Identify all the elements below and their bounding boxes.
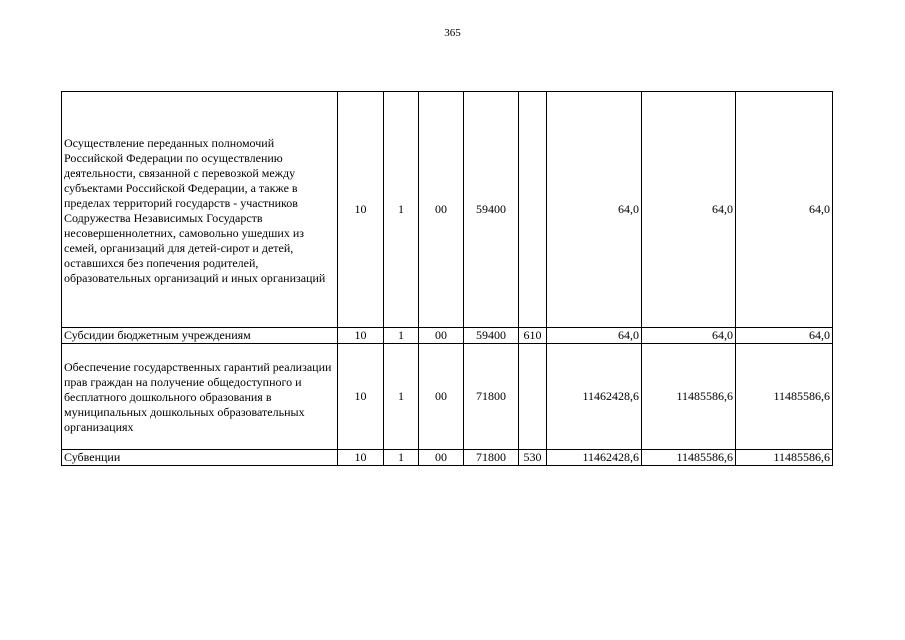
- target-article-code: 00: [419, 344, 464, 450]
- table-row: [62, 344, 833, 450]
- target-article-number: 59400: [464, 328, 519, 344]
- subsection-code: 1: [384, 92, 419, 328]
- expense-type-code: 610: [519, 328, 547, 344]
- amount-year-2: 64,0: [642, 92, 736, 328]
- amount-year-3: 11485586,6: [736, 450, 833, 466]
- target-article-code: 00: [419, 450, 464, 466]
- amount-year-3: 11485586,6: [736, 344, 833, 450]
- amount-year-2: 64,0: [642, 328, 736, 344]
- amount-year-3: 64,0: [736, 328, 833, 344]
- subsection-code: 1: [384, 328, 419, 344]
- target-article-number: 59400: [464, 92, 519, 328]
- amount-year-1: 11462428,6: [547, 344, 642, 450]
- table-row: [62, 328, 833, 344]
- page-number: 365: [444, 27, 461, 39]
- amount-year-1: 64,0: [547, 328, 642, 344]
- section-code: 10: [338, 344, 384, 450]
- amount-year-1: 64,0: [547, 92, 642, 328]
- amount-year-2: 11485586,6: [642, 450, 736, 466]
- subsection-code: 1: [384, 344, 419, 450]
- expense-type-code: 530: [519, 450, 547, 466]
- table-row: [62, 450, 833, 466]
- amount-year-3: 64,0: [736, 92, 833, 328]
- expense-name: Осуществление переданных полномочий Российской Федерации по осуществлению деятельности, связанной с перевозкой между субъектами Российской Федерации, а также в пределах территорий государств - участников Содружества Независимых Государств несовершеннолетних, самовольно ушедших из семей, организаций для детей-сирот и детей, оставшихся без попечения родителей, образовательных организаций и иных организаций: [62, 92, 338, 328]
- expense-type-code: [519, 344, 547, 450]
- expense-name: Субвенции: [62, 450, 338, 466]
- target-article-code: 00: [419, 92, 464, 328]
- table-row: [62, 92, 833, 328]
- amount-year-1: 11462428,6: [547, 450, 642, 466]
- target-article-number: 71800: [464, 344, 519, 450]
- expense-type-code: [519, 92, 547, 328]
- expense-name: Субсидии бюджетным учреждениям: [62, 328, 338, 344]
- section-code: 10: [338, 92, 384, 328]
- budget-table: [61, 91, 833, 466]
- section-code: 10: [338, 450, 384, 466]
- target-article-number: 71800: [464, 450, 519, 466]
- target-article-code: 00: [419, 328, 464, 344]
- subsection-code: 1: [384, 450, 419, 466]
- section-code: 10: [338, 328, 384, 344]
- expense-name: Обеспечение государственных гарантий реализации прав граждан на получение общедоступного и бесплатного дошкольного образования в муниципальных дошкольных образовательных организациях: [62, 344, 338, 450]
- amount-year-2: 11485586,6: [642, 344, 736, 450]
